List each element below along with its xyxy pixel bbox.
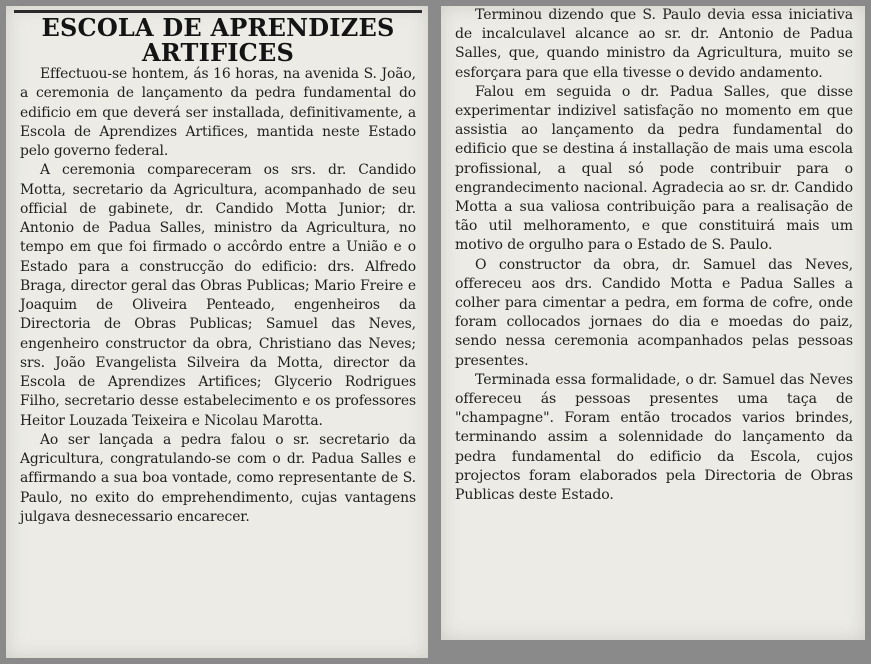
right-clipping (441, 6, 865, 640)
left-clipping (6, 6, 428, 658)
paragraph-attendees: A ceremonia compareceram os srs. dr. Candido Motta, secretario da Agricultura, acompanhado de seu official de gabinete, dr. Candido Motta Junior; dr. Antonio de Padua Salles, ministro da Agricultura, no tempo em que foi firmado o accôrdo entre a União e o Estado para a construcção do edificio: drs. Alfredo Braga, director geral das Obras Publicas; Mario Freire e Joaquim de Oliveira Penteado, engenheiros da Directoria de Obras Publicas; Samuel das Neves, engenheiro constructor da obra, Christiano das Neves; srs. João Evangelista Silveira da Motta, director da Escola de Aprendizes Artifices; Glycerio Rodrigues Filho, secretario desse estabelecimento e os professores Heitor Louzada Teixeira e Nicolau Marotta. (20, 162, 416, 429)
paragraph-secretary-speech: Ao ser lançada a pedra falou o sr. secretario da Agricultura, congratulando-se com o dr. Padua Salles e affirmando a sua boa vontade, como representante de S. Paulo, no exito do emprehendimento, cujas vantagens julgava desnecessario encarecer. (20, 431, 416, 525)
paragraph-closing-remarks: Terminou dizendo que S. Paulo devia essa iniciativa de incalculavel alcance ao sr. dr. Antonio de Padua Salles, que, quando ministro da Agricultura, muito se esforçara para que ella tivesse o devido andamento. (455, 7, 853, 81)
paragraph-champagne-toast: Terminada essa formalidade, o dr. Samuel das Neves offereceu ás pessoas presentes uma taça de "champagne". Foram então trocados varios brindes, terminando assim a solennidade do lançamento da pedra fundamental do edificio da Escola, cujos projectos foram elaborados pela Directoria de Obras Publicas deste Estado. (455, 371, 853, 504)
paragraph-constructor-offer: O constructor da obra, dr. Samuel das Neves, offereceu aos drs. Candido Motta e Padua Salles a colher para cimentar a pedra, em forma de cofre, onde foram collocados jornaes do dia e moedas do paiz, sendo nessa ceremonia acompanhados pelas pessoas presentes. (455, 256, 853, 369)
article-headline (20, 15, 416, 65)
headline-line-2: ARTIFICES (141, 38, 295, 67)
paragraph-padua-salles-speech: Falou em seguida o dr. Padua Salles, que disse experimentar indizivel satisfação no momento em que assistia ao lançamento da pedra fundamental do edificio que se destina á installação de mais uma escola profissional, a qual só pode contribuir para o engrandecimento nacional. Agradecia ao sr. dr. Candido Motta a sua valiosa contribuição para a realisação de tão util melhoramento, e que constituirá mais um motivo de orgulho para o Estado de S. Paulo. (455, 83, 853, 254)
paragraph-opening: Effectuou-se hontem, ás 16 horas, na avenida S. João, a ceremonia de lançamento da pedra fundamental do edificio em que deverá ser installada, definitivamente, a Escola de Aprendizes Artifices, mantida neste Estado pelo governo federal. (20, 66, 416, 159)
headline-line-1: ESCOLA DE APRENDIZES (41, 13, 395, 42)
